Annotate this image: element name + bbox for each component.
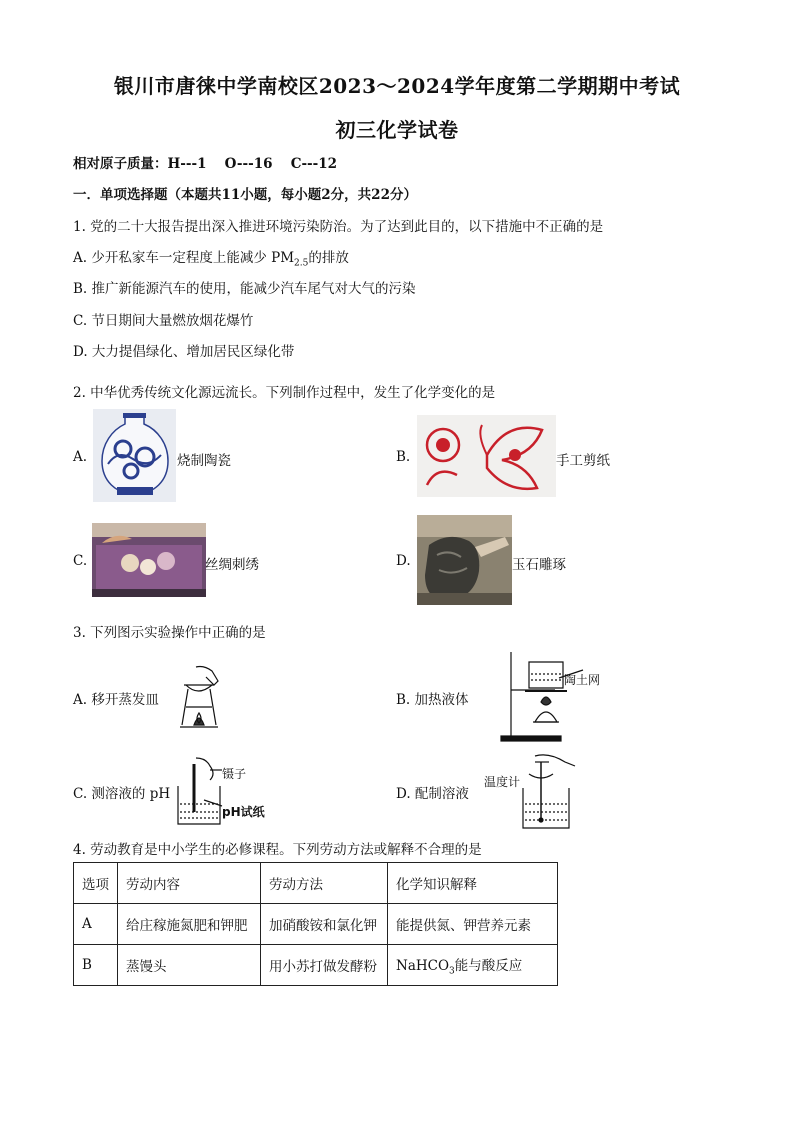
section-heading: 一．单项选择题（本题共11小题，每小题2分，共22分）	[73, 187, 417, 203]
q1-option-a-tail: 的排放	[308, 250, 349, 266]
ph-paper-callout: pH试纸	[222, 805, 265, 819]
evaporating-dish-diagram	[174, 663, 224, 733]
q1-stem: 1. 党的二十大报告提出深入推进环境污染防治。为了达到此目的，以下措施中不正确的是	[73, 219, 604, 235]
q3-option-d: D. 配制溶液	[396, 786, 469, 802]
clay-mesh-callout: 陶土网	[564, 673, 601, 687]
atomic-mass-line: 相对原子质量：H---1 O---16 C---12	[73, 156, 338, 172]
tweezers-callout: 镊子	[222, 767, 247, 781]
thermometer-callout: 温度计	[484, 775, 521, 789]
q2-option-b-text: 手工剪纸	[556, 453, 610, 469]
q2-option-d-text: 玉石雕琢	[512, 557, 566, 573]
table-cell: B	[74, 945, 118, 986]
table-cell: 用小苏打做发酵粉	[261, 945, 388, 986]
q2-option-b-letter: B.	[396, 449, 411, 465]
q2-option-c-text: 丝绸刺绣	[205, 557, 259, 573]
table-row	[74, 904, 558, 945]
formula-subscript: 3	[449, 966, 455, 977]
q4-stem: 4. 劳动教育是中小学生的必修课程。下列劳动方法或解释不合理的是	[73, 842, 482, 858]
table-header-cell: 劳动内容	[118, 863, 261, 904]
table-cell: 能提供氮、钾营养元素	[388, 904, 558, 945]
jade-carving-image	[417, 515, 512, 605]
paper-cutting-image	[417, 415, 556, 497]
table-row	[74, 945, 558, 986]
silk-embroidery-image	[92, 523, 206, 597]
q1-option-d: D. 大力提倡绿化、增加居民区绿化带	[73, 344, 295, 360]
q3-option-b: B. 加热液体	[396, 692, 469, 708]
pm-subscript: 2.5	[294, 258, 309, 269]
heating-liquid-diagram	[497, 648, 617, 744]
table-cell: A	[74, 904, 118, 945]
table-header-cell: 选项	[74, 863, 118, 904]
q2-stem: 2. 中华优秀传统文化源远流长。下列制作过程中，发生了化学变化的是	[73, 385, 496, 401]
q2-option-a-text: 烧制陶瓷	[177, 453, 231, 469]
exam-subtitle: 初三化学试卷	[335, 118, 459, 142]
table-cell: 蒸馒头	[118, 945, 261, 986]
q2-option-a-letter: A.	[73, 449, 88, 465]
table-cell	[388, 945, 558, 986]
q1-option-b: B. 推广新能源汽车的使用，能减少汽车尾气对大气的污染	[73, 281, 416, 297]
formula-tail: 能与酸反应	[454, 957, 523, 974]
table-header-cell: 化学知识解释	[388, 863, 558, 904]
solution-prep-diagram	[519, 752, 577, 832]
q3-option-c: C. 测溶液的 pH	[73, 786, 171, 802]
table-cell: 给庄稼施氮肥和钾肥	[118, 904, 261, 945]
q3-option-a: A. 移开蒸发皿	[73, 692, 159, 708]
table-header-cell: 劳动方法	[261, 863, 388, 904]
table-cell: 加硝酸铵和氯化钾	[261, 904, 388, 945]
formula-text: NaHCO	[396, 957, 450, 974]
exam-title: 银川市唐徕中学南校区2023～2024学年度第二学期期中考试	[113, 74, 681, 98]
q1-option-a	[73, 246, 349, 269]
porcelain-vase-image	[93, 409, 176, 502]
q3-stem: 3. 下列图示实验操作中正确的是	[73, 625, 266, 641]
q1-option-c: C. 节日期间大量燃放烟花爆竹	[73, 313, 254, 329]
q4-table	[73, 862, 558, 986]
q1-option-a-text: A. 少开私家车一定程度上能减少 PM	[73, 250, 295, 266]
ph-test-diagram	[174, 756, 224, 830]
table-header-row	[74, 863, 558, 904]
q2-option-d-letter: D.	[396, 553, 411, 569]
q2-option-c-letter: C.	[73, 553, 88, 569]
